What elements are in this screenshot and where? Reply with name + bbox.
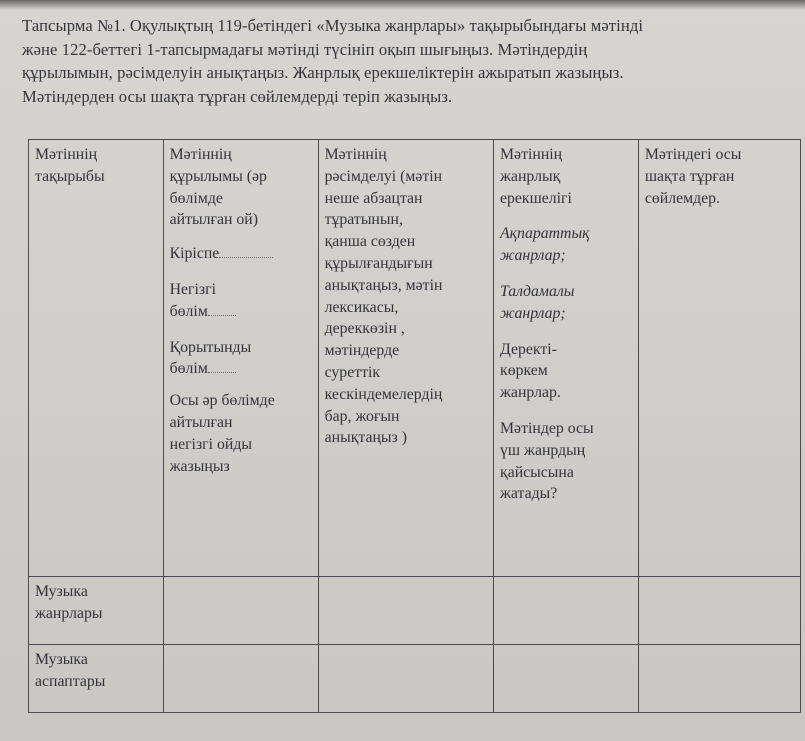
genre-analytical [500, 281, 638, 325]
genre-informational [500, 223, 638, 267]
dotted-fill-line [219, 257, 273, 258]
row-title-line: жанрлары [35, 604, 103, 622]
part-main-label: бөлім [169, 302, 208, 320]
genre-informational-line: жанрлар; [500, 247, 566, 265]
part-main-body [170, 279, 318, 323]
formatting-line: Мәтіннің [324, 146, 387, 163]
formatting-line: құрылғандығын [324, 254, 433, 272]
row-title-line: Музыка [35, 583, 88, 600]
header-structure-line: айтылған ой) [169, 211, 258, 229]
structure-note-line: Осы әр бөлімде [169, 392, 275, 410]
genre-documentary-line: көркем [500, 362, 548, 380]
part-introduction [170, 243, 318, 265]
formatting-line: неше абзацтан [324, 189, 423, 207]
header-genre-line: ерекшелігі [500, 189, 572, 207]
row-title-music-instruments [29, 645, 164, 713]
part-introduction-label: Кіріспе [169, 245, 220, 263]
genre-question-line: жатады? [500, 485, 558, 503]
header-cell-structure [163, 140, 318, 577]
part-main-label: Негізгі [169, 280, 217, 298]
header-genre-line: жанрлық [500, 167, 561, 185]
instruction-line-1: Тапсырма №1. Оқулықтың 119-бетіндегі «Музыка жанрлары» тақырыбындағы мәтінді [22, 16, 644, 35]
header-cell-topic [29, 140, 164, 577]
formatting-line: суреттік [324, 363, 381, 381]
instruction-line-4: Мәтіндерден осы шақта тұрған сөйлемдерді теріп жазыңыз. [22, 86, 453, 106]
genre-documentary-artistic [500, 339, 638, 404]
dotted-fill-line [208, 372, 236, 373]
analysis-table [28, 139, 801, 713]
answer-cell[interactable] [318, 577, 493, 645]
answer-cell[interactable] [494, 645, 639, 713]
dotted-fill-line [208, 315, 236, 316]
answer-cell[interactable] [163, 645, 318, 713]
part-conclusion-label: бөлім [169, 360, 208, 378]
row-title-music-genres [29, 577, 164, 645]
answer-cell[interactable] [318, 645, 493, 713]
header-sentences-line: Мәтіндегі осы [644, 146, 742, 163]
answer-cell[interactable] [638, 645, 800, 713]
formatting-line: анықтаңыз, мәтін [324, 276, 443, 294]
header-cell-sentences [638, 140, 800, 577]
genre-analytical-line: жанрлар; [500, 304, 566, 322]
formatting-line: дереккөзін , [324, 320, 405, 338]
genre-question [500, 418, 638, 505]
genre-question-line: қайсысына [500, 463, 574, 481]
genre-analytical-line: Талдамалы [500, 282, 575, 300]
table-row [29, 577, 801, 645]
genre-informational-line: Ақпараттық [500, 225, 590, 243]
header-genre-line: Мәтіннің [500, 146, 563, 163]
structure-note-line: айтылған [169, 413, 233, 431]
header-sentences-line: шақта тұрған [644, 167, 735, 185]
answer-cell[interactable] [638, 577, 800, 645]
structure-note-line: жазыңыз [169, 457, 230, 475]
formatting-line: анықтаңыз ) [324, 429, 407, 447]
part-conclusion [170, 337, 318, 381]
instruction-line-2: және 122-беттегі 1-тапсырмадағы мәтінді түсініп оқып шығыңыз. Мәтіндердің [22, 39, 588, 59]
formatting-line: тұратынын, [324, 211, 403, 229]
answer-cell[interactable] [494, 577, 639, 645]
formatting-line: рәсімделуі (мәтін [324, 167, 443, 185]
header-structure-line: құрылымы (әр [169, 167, 267, 185]
formatting-line: кескіндемелердің [324, 385, 443, 403]
header-sentences-line: сөйлемдер. [644, 189, 720, 207]
header-structure-line: Мәтіннің [169, 146, 232, 163]
page-top-shadow [0, 0, 805, 10]
task-instructions [22, 14, 802, 108]
header-topic-line: Мәтіннің [35, 146, 98, 163]
table-row [29, 645, 801, 713]
structure-note-line: негізгі ойды [169, 435, 253, 453]
header-topic-line: тақырыбы [35, 167, 105, 185]
row-title-line: аспаптары [35, 672, 106, 690]
header-cell-genre [494, 140, 639, 577]
genre-question-line: үш жанрдың [500, 441, 586, 459]
header-cell-formatting [318, 140, 493, 577]
genre-documentary-line: Деректі- [500, 340, 557, 358]
answer-cell[interactable] [163, 577, 318, 645]
genre-documentary-line: жанрлар. [500, 384, 561, 402]
instruction-line-3: құрылымын, рәсімделуін анықтаңыз. Жанрлық ерекшеліктерін ажыратып жазыңыз. [22, 63, 624, 82]
formatting-line: лексикасы, [324, 298, 399, 316]
header-row [29, 140, 801, 577]
formatting-line: бар, жоғын [324, 407, 400, 425]
formatting-line: мәтіндерде [324, 342, 400, 360]
part-conclusion-label: Қорытынды [169, 338, 252, 356]
formatting-line: қанша сөзден [324, 233, 416, 251]
genre-question-line: Мәтіндер осы [500, 419, 594, 437]
header-structure-line: бөлімде [169, 189, 223, 207]
structure-note [170, 390, 318, 477]
row-title-line: Музыка [35, 651, 88, 668]
